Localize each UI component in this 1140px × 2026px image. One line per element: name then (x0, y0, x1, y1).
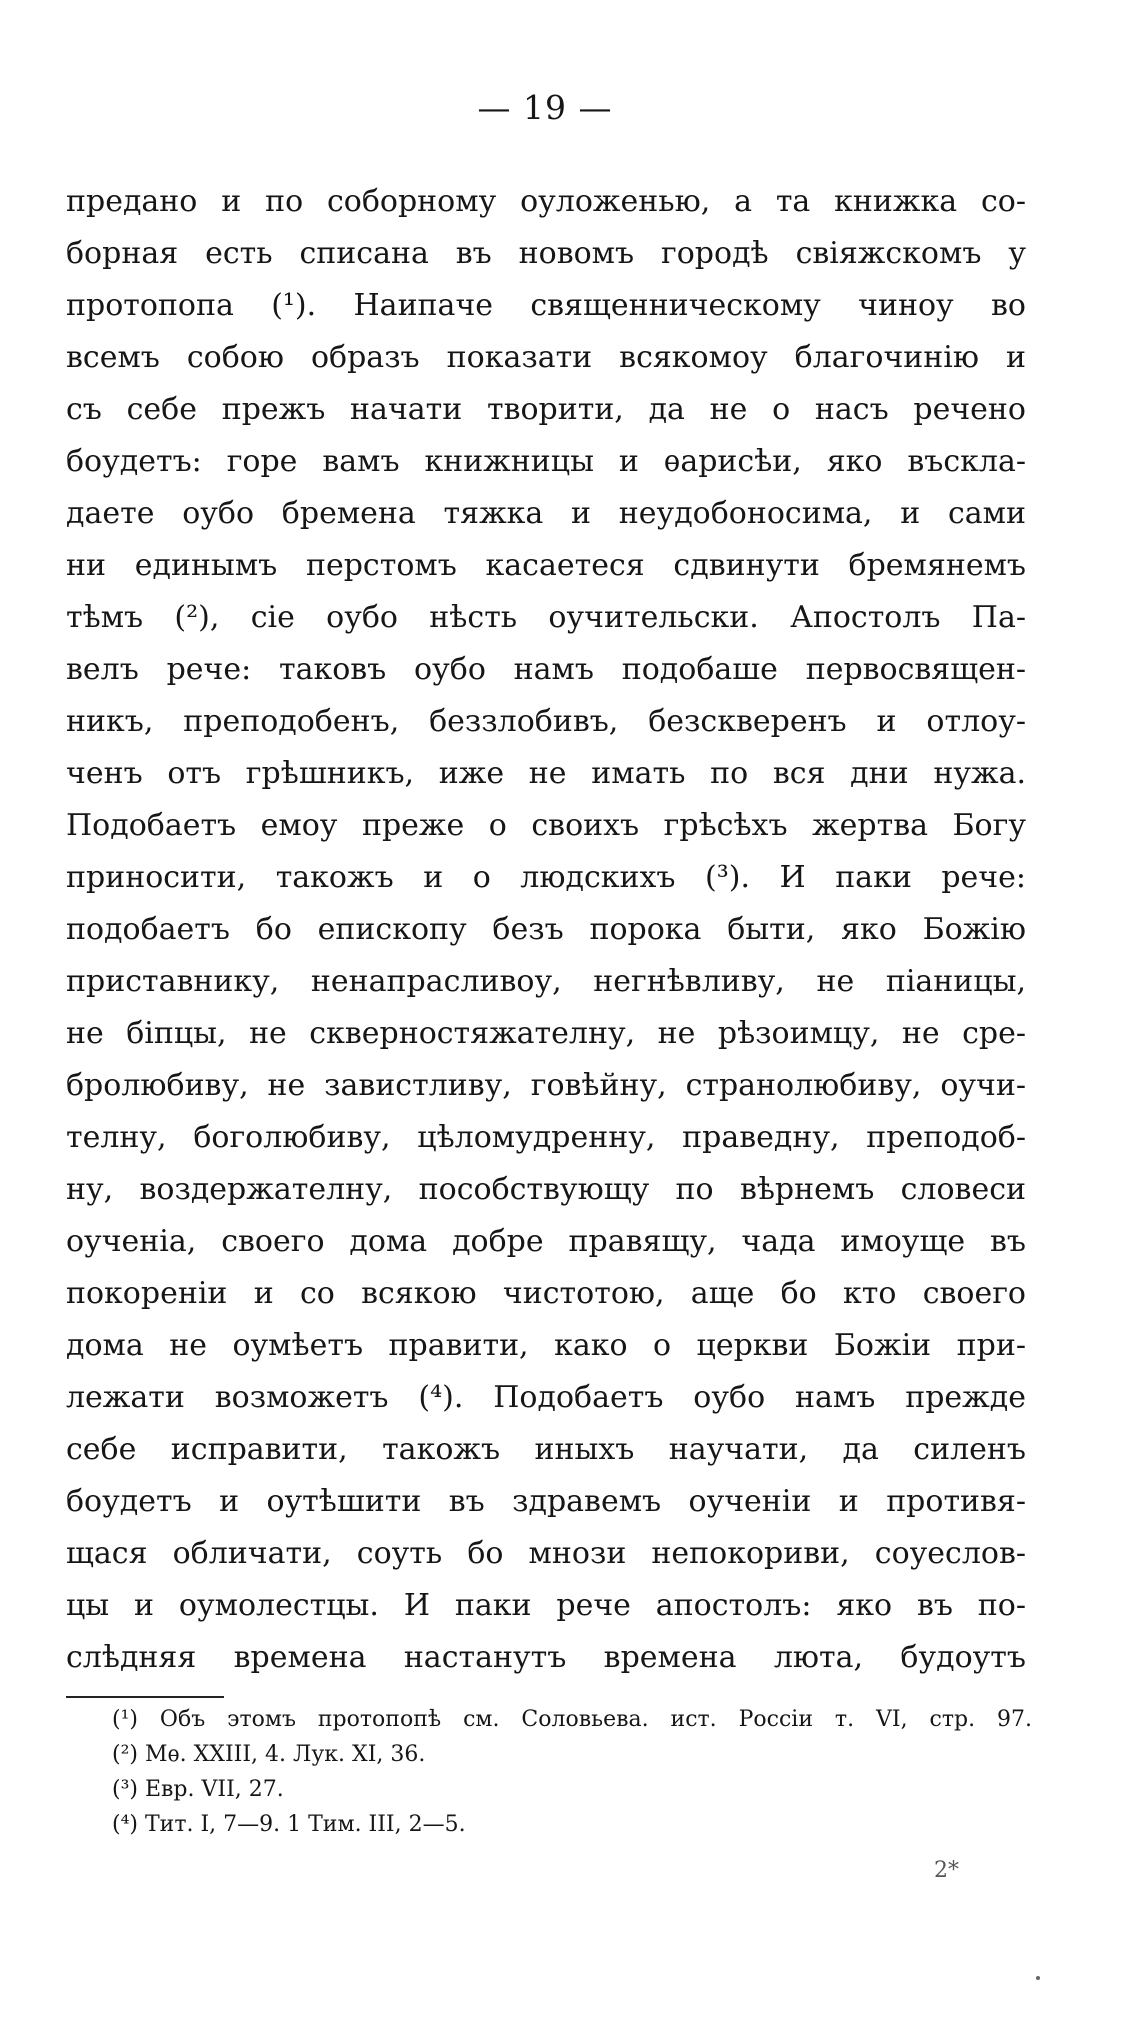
paper-speck (1036, 1976, 1040, 1980)
text-line: приставнику, ненапрасливоу, негнѣвливу, не піаницы, (66, 964, 1026, 999)
text-line: лежати возможетъ (⁴). Подобаетъ оубо намъ прежде (66, 1380, 1026, 1415)
text-line: ченъ отъ грѣшникъ, иже не имать по вся дни нужа. (66, 756, 1026, 791)
text-line: Подобаетъ емоу преже о своихъ грѣсѣхъ жертва Богу (66, 808, 1026, 843)
text-line: боудетъ: горе вамъ книжницы и ѳарисѣи, яко въскла- (66, 444, 1026, 479)
text-line: протопопа (¹). Наипаче священническому чиноу во (66, 288, 1026, 323)
page-number: — 19 — (477, 88, 613, 127)
footnote: (²) Мѳ. XXIII, 4. Лук. XI, 36. (112, 1742, 426, 1767)
printer-signature-mark: 2* (934, 1858, 959, 1883)
text-line: всемъ собою образъ показати всякомоу благочинію и (66, 340, 1026, 375)
text-line: не біпцы, не скверностяжателну, не рѣзоимцу, не сре- (66, 1016, 1026, 1051)
text-line: велъ рече: таковъ оубо намъ подобаше первосвящен- (66, 652, 1026, 687)
text-line: оученіа, своего дома добре правящу, чада имоуще въ (66, 1224, 1026, 1259)
footnotes (112, 1702, 1032, 1842)
text-line: приносити, такожъ и о людскихъ (³). И паки рече: (66, 860, 1026, 895)
text-line: боудетъ и оутѣшити въ здравемъ оученіи и противя- (66, 1484, 1026, 1519)
body-text (66, 176, 1026, 1684)
text-line: щася обличати, соуть бо мнози непокориви, соуеслов- (66, 1536, 1026, 1571)
text-line: цы и оумолестцы. И паки рече апостолъ: яко въ по- (66, 1588, 1026, 1623)
text-line: бролюбиву, не завистливу, говѣйну, странолюбиву, оучи- (66, 1068, 1026, 1103)
footnote-divider (66, 1696, 224, 1698)
text-line: никъ, преподобенъ, беззлобивъ, безскверенъ и отлоу- (66, 704, 1026, 739)
text-line: слѣдняя времена настанутъ времена люта, будоутъ (66, 1640, 1026, 1675)
text-line: себе исправити, такожъ иныхъ научати, да силенъ (66, 1432, 1026, 1467)
text-line: дома не оумѣетъ правити, како о церкви Божіи при- (66, 1328, 1026, 1363)
text-line: покореніи и со всякою чистотою, аще бо кто своего (66, 1276, 1026, 1311)
footnote: (³) Евр. VII, 27. (112, 1777, 284, 1802)
text-line: съ себе прежъ начати творити, да не о насъ речено (66, 392, 1026, 427)
text-line: телну, боголюбиву, цѣломудренну, праведну, преподоб- (66, 1120, 1026, 1155)
text-line: подобаетъ бо епископу безъ порока быти, яко Божію (66, 912, 1026, 947)
text-line: борная есть списана въ новомъ городѣ свіяжскомъ у (66, 236, 1026, 271)
text-line: тѣмъ (²), сіе оубо нѣсть оучительски. Апостолъ Па- (66, 600, 1026, 635)
footnote: (⁴) Тит. I, 7—9. 1 Тим. III, 2—5. (112, 1812, 466, 1837)
text-line: даете оубо бремена тяжка и неудобоносима, и сами (66, 496, 1026, 531)
footnote: (¹) Объ этомъ протопопѣ см. Соловьева. ист. Россіи т. VI, стр. 97. (112, 1707, 1032, 1732)
text-line: предано и по соборному оуложенью, а та книжка со- (66, 184, 1026, 219)
text-line: ни единымъ перстомъ касаетеся сдвинути бремянемъ (66, 548, 1026, 583)
text-line: ну, воздержателну, пособствующу по вѣрнемъ словеси (66, 1172, 1026, 1207)
